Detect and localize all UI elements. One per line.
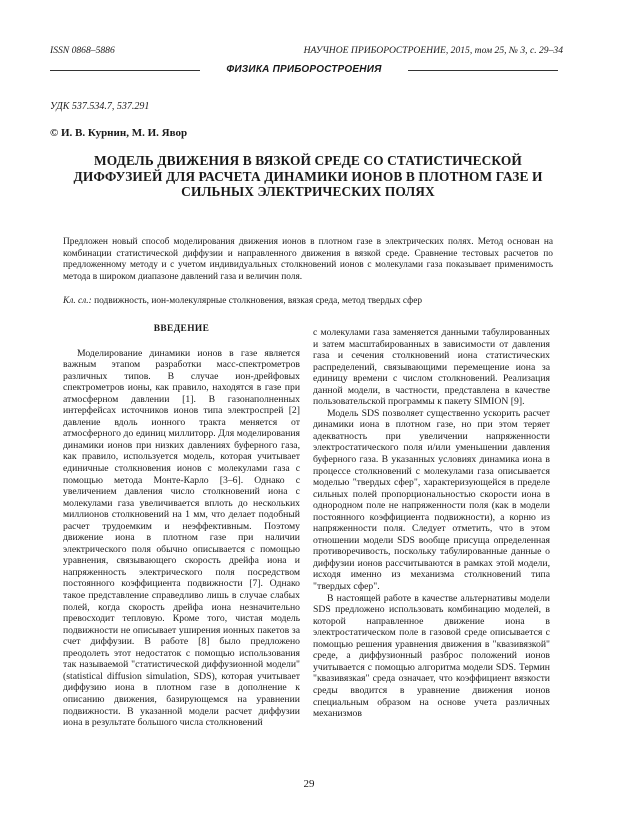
paragraph: с молекулами газа заменяется данными табулированных и затем масштабированных в зависимости от давления газа и сечения столкновений иона статистических распределений, связывающими перемещение иона за единицу времени с числом столкновений. Реализация данной модели, в частности, представлена в качестве пользовательской программы к пакету SIMION [9]. bbox=[313, 327, 550, 408]
abstract: Предложен новый способ моделирования движения ионов в плотном газе в электрических полях. Метод основан на комбинации статистической диффузии и направленного движения в вязкой среде. Сравнение тестовых расчетов по предложенному методу и с учетом индивидуальных столкновений ионов с молекулами газа показывает применимость метода в широком диапазоне давлений газа и величин поля. bbox=[63, 237, 553, 282]
column-right bbox=[313, 327, 550, 720]
udk-code: УДК 537.534.7, 537.291 bbox=[50, 101, 150, 112]
section-title: ФИЗИКА ПРИБОРОСТРОЕНИЯ bbox=[226, 64, 382, 75]
column-left bbox=[63, 324, 300, 729]
paragraph: Моделирование динамики ионов в газе является важным этапом разработки масс-спектрометров различных типов. В случае ион-дрейфовых спектрометров ионы, как правило, находятся в газе при атмосферном давлении [1]. В газонаполненных интерфейсах источников ионов типа электроспрей [2] давление вдоль ионного тракта меняется от атмосферного до единиц миллиторр. Для моделирования динамики ионов при низких давлениях буферного газа, как правило, используется модель, которая учитывает единичные столкновения ионов с молекулами газа с помощью метода Монте-Карло [3–6]. Однако с увеличением давления число столкновений иона с молекулами газа увеличивается вплоть до нескольких миллионов столкновений на 1 мм, что делает подобный расчет трудоемким и неэффективным. Поэтому движение иона в плотном газе при наличии электрического поля обычно описывается с помощью уравнения, связывающего скорость дрейфа иона и напряженность электрического поля посредством постоянного коэффициента подвижности [7]. Однако такое представление справедливо лишь в случае слабых полей, когда скорость дрейфа иона незначительно превосходит тепловую. Кроме того, чистая модель подвижности не описывает уширения ионных пакетов за счет диффузии. В работе [8] было предложено преодолеть этот недостаток с помощью использования так называемой "статистической диффузионной модели" (statistical diffusion simulation, SDS), которая учитывает диффузию иона в плотном газе в дополнение к описанию движения, базирующемся на уравнении подвижности. В указанной модели расчет диффузии иона в результате большого числа столкновений bbox=[63, 347, 300, 729]
intro-heading: ВВЕДЕНИЕ bbox=[153, 324, 210, 334]
keywords-text: подвижность, ион-молекулярные столкновения, вязкая среда, метод твердых сфер bbox=[91, 296, 423, 306]
authors: © И. В. Курнин, М. И. Явор bbox=[50, 127, 188, 139]
paragraph: В настоящей работе в качестве альтернативы модели SDS предложено использовать комбинацию моделей, в которой направленное движение иона в электростатическом поле в газовой среде описывается с помощью решения уравнения движения в "квазивязкой" среде, а диффузионный разброс положений ионов учитывается с помощью алгоритма модели SDS. Термин "квазивязкая" среда означает, что коэффициент вязкости среды вводится в уравнение движения ионов специальным образом на основе учета различных механизмов bbox=[313, 592, 550, 720]
keywords bbox=[63, 296, 553, 306]
issn: ISSN 0868–5886 bbox=[50, 45, 115, 56]
keywords-label: Кл. сл.: bbox=[63, 296, 92, 306]
journal-citation: НАУЧНОЕ ПРИБОРОСТРОЕНИЕ, 2015, том 25, № 3, с. 29–34 bbox=[303, 45, 563, 56]
page-number: 29 bbox=[303, 778, 315, 790]
section-banner bbox=[50, 64, 558, 78]
article-title: МОДЕЛЬ ДВИЖЕНИЯ В ВЯЗКОЙ СРЕДЕ СО СТАТИСТИЧЕСКОЙ ДИФФУЗИЕЙ ДЛЯ РАСЧЕТА ДИНАМИКИ ИОНОВ В ПЛОТНОМ ГАЗЕ И СИЛЬНЫХ ЭЛЕКТРИЧЕСКИХ ПОЛЯХ bbox=[73, 153, 543, 199]
section-rule-right bbox=[408, 70, 558, 71]
paragraph: Модель SDS позволяет существенно ускорить расчет динамики иона в плотном газе, но при этом теряет адекватность при увеличении напряженности электростатического поля и/или уменьшении давления буферного газа. В указанных условиях динамика иона в процессе столкновений с молекулами газа описывается моделью "твердых сфер", характеризующейся в пределе сильных полей пропорциональностью скорости иона в однородном поле не напряженности поля (как в модели постоянного коэффициента подвижности), а корню из напряженности поля. Следует отметить, что в этом отношении модели SDS вообще присуща определенная противоречивость, поскольку табулированные данные о диффузии ионов рассчитываются в рамках этой модели, исходя именно из механизма столкновений типа "твердых сфер". bbox=[313, 407, 550, 593]
